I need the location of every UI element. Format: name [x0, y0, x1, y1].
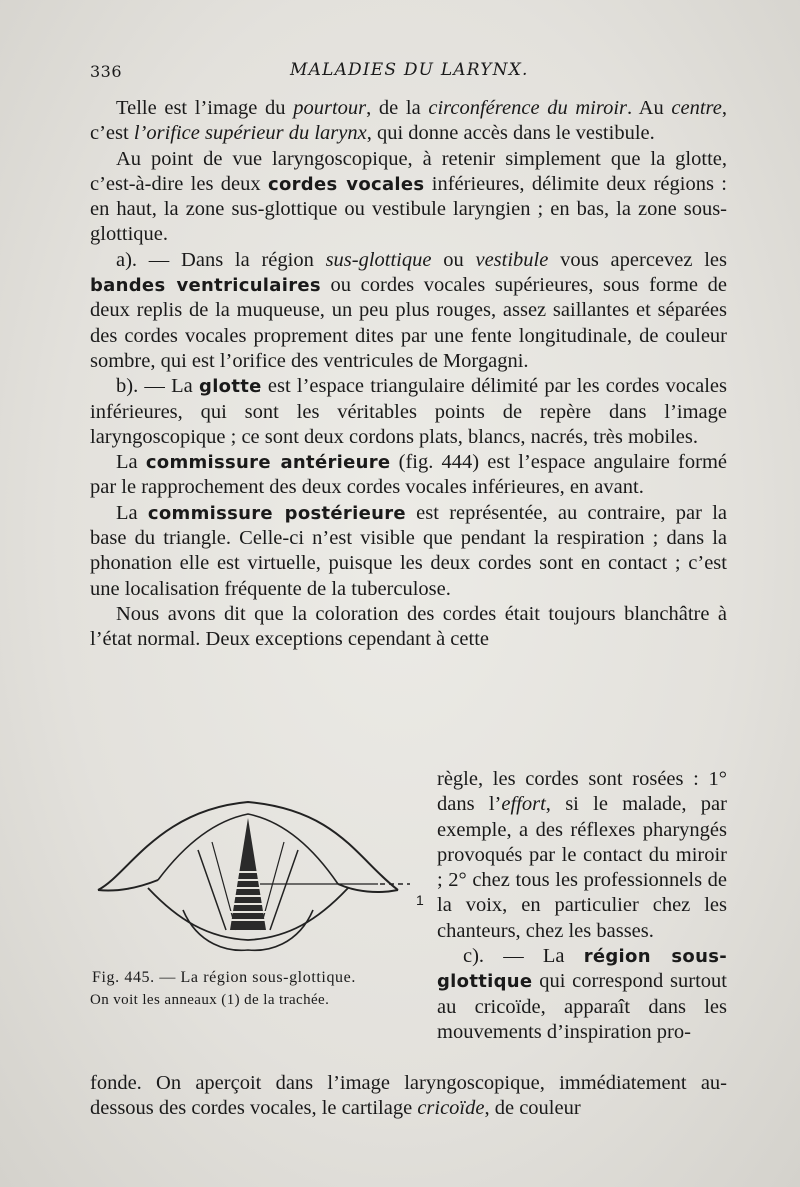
paragraph-sous-glottique: c). — La région sous-glottique qui correspond surtout au cricoïde, apparaît dans les mouvements d’inspiration pro- — [437, 945, 727, 1043]
tail-text — [90, 1071, 727, 1122]
paragraph-cricoide: fonde. On aperçoit dans l’image laryngoscopique, immédiatement au-dessous des cordes vocales, le cartilage cricoïde, de couleur — [90, 1072, 727, 1120]
paragraph-pourtour: Telle est l’image du pourtour, de la circonférence du miroir. Au centre, c’est l’orifice supérieur du larynx, qui donne accès dans le vestibule. — [90, 97, 727, 145]
paragraph-glotte-regions: Au point de vue laryngoscopique, à retenir simplement que la glotte, c’est-à-dire les deux cordes vocales inférieures, délimite deux régions : en haut, la zone sus-glottique ou vestibule laryngien ; en bas, la zone sous-glottique. — [90, 147, 727, 246]
figure-445 — [88, 780, 428, 1040]
figure-callout-1: 1 — [416, 892, 424, 908]
paragraph-exceptions: règle, les cordes sont rosées : 1° dans l’effort, si le malade, par exemple, a des réflexes pharyngés provoqués par le contact du miroir ; 2° chez tous les professionnels de la voix, en particulier chez les chanteurs, chez les basses. — [437, 768, 727, 942]
figure-caption-title: Fig. 445. — La région sous-glottique. — [92, 969, 356, 986]
paragraph-commissure-posterieure: La commissure postérieure est représentée, au contraire, par la base du triangle. Celle-ci n’est visible que pendant la respiration ; dans la phonation elle est virtuelle, puisque les deux cordes sont en contact ; c’est une localisation fréquente de la tuberculose. — [90, 501, 727, 600]
page-number: 336 — [90, 62, 123, 81]
figure-caption — [88, 968, 413, 1010]
float-text — [437, 767, 727, 1045]
figure-caption-note: On voit les anneaux (1) de la trachée. — [90, 992, 330, 1008]
paragraph-coloration: Nous avons dit que la coloration des cordes était toujours blanchâtre à l’état normal. Deux exceptions cependant à cette — [90, 602, 727, 651]
paragraph-glotte: b). — La glotte est l’espace triangulaire délimité par les cordes vocales inférieures, qui sont les véritables points de repère dans l’image laryngoscopique ; ce sont deux cordons plats, blancs, nacrés, très mobiles. — [90, 375, 727, 448]
paragraph-commissure-anterieure: La commissure antérieure (fig. 444) est l’espace angulaire formé par le rapprochement des deux cordes vocales inférieures, en avant. — [90, 451, 727, 499]
paragraph-sus-glottique: a). — Dans la région sus-glottique ou vestibule vous apercevez les bandes ventriculaires ou cordes vocales supérieures, sous forme de deux replis de la muqueuse, un peu plus rouges, assez saillantes et séparées des cordes vocales proprement dites par une fente longitudinale, de couleur sombre, qui est l’orifice des ventricules de Morgagni. — [90, 248, 727, 372]
running-head — [90, 60, 730, 88]
body-text — [90, 96, 727, 653]
larynx-subglottic-illustration — [88, 780, 418, 970]
running-title: MALADIES DU LARYNX. — [290, 60, 529, 80]
